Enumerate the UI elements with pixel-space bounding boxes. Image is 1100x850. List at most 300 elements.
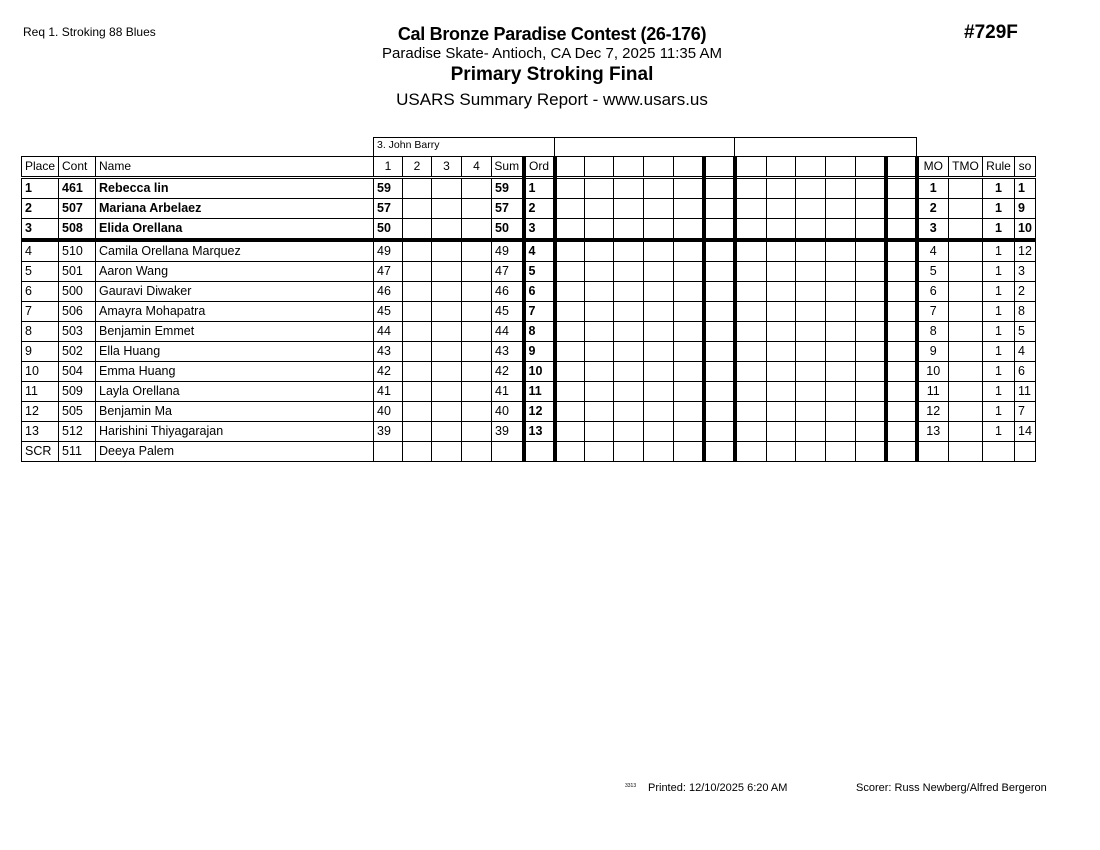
contest-title: Cal Bronze Paradise Contest (26-176)	[397, 24, 707, 44]
blank-cell	[555, 178, 585, 199]
blank-cell	[674, 422, 704, 442]
score-4-cell	[462, 402, 492, 422]
blank-cell	[555, 322, 585, 342]
score-3-cell	[432, 178, 462, 199]
cont-cell: 507	[59, 199, 96, 219]
score-4-cell	[462, 282, 492, 302]
blank-cell	[886, 402, 917, 422]
blank-cell	[886, 219, 917, 241]
score-1-cell: 39	[374, 422, 403, 442]
sum-cell: 57	[492, 199, 524, 219]
blank-cell	[767, 178, 796, 199]
blank-cell	[886, 282, 917, 302]
blank-cell	[644, 262, 674, 282]
ord-cell: 6	[524, 282, 555, 302]
so-cell: 5	[1015, 322, 1036, 342]
blank-cell	[614, 382, 644, 402]
place-cell: 13	[22, 422, 59, 442]
blank-cell	[614, 362, 644, 382]
blank-cell	[735, 199, 767, 219]
blank-cell	[614, 402, 644, 422]
sum-cell: 45	[492, 302, 524, 322]
ord-cell: 3	[524, 219, 555, 241]
col-tmo: TMO	[949, 157, 983, 178]
blank-cell	[614, 342, 644, 362]
results-table	[21, 137, 1036, 462]
ord-cell: 12	[524, 402, 555, 422]
score-4-cell	[462, 199, 492, 219]
blank-cell	[735, 282, 767, 302]
blank-cell	[767, 402, 796, 422]
blank-cell	[826, 362, 856, 382]
score-3-cell	[432, 442, 462, 462]
blank-cell	[644, 402, 674, 422]
blank-cell	[555, 342, 585, 362]
table-row	[22, 199, 1036, 219]
col-score-4: 4	[462, 157, 492, 178]
so-cell: 3	[1015, 262, 1036, 282]
judge-1-name: 3. John Barry	[374, 138, 555, 157]
blank-cell	[585, 382, 614, 402]
rule-cell: 1	[983, 342, 1015, 362]
score-1-cell: 42	[374, 362, 403, 382]
so-cell: 10	[1015, 219, 1036, 241]
blank-cell	[796, 219, 826, 241]
blank-cell	[585, 282, 614, 302]
table-row	[22, 322, 1036, 342]
blank-cell	[886, 342, 917, 362]
blank-cell	[886, 362, 917, 382]
cont-cell: 512	[59, 422, 96, 442]
table-row	[22, 302, 1036, 322]
blank-cell	[585, 362, 614, 382]
cont-cell: 505	[59, 402, 96, 422]
blank-cell	[585, 178, 614, 199]
blank-cell	[555, 262, 585, 282]
score-1-cell: 40	[374, 402, 403, 422]
blank-cell	[735, 219, 767, 241]
footer-code: 3313	[625, 783, 637, 789]
blank-cell	[826, 402, 856, 422]
sum-cell: 40	[492, 402, 524, 422]
blank-cell	[856, 262, 886, 282]
blank-cell	[735, 342, 767, 362]
score-3-cell	[432, 322, 462, 342]
tmo-cell	[949, 322, 983, 342]
blank-cell	[735, 362, 767, 382]
col-score-1: 1	[374, 157, 403, 178]
rule-cell: 1	[983, 422, 1015, 442]
score-4-cell	[462, 219, 492, 241]
blank-cell	[704, 282, 735, 302]
so-cell: 9	[1015, 199, 1036, 219]
scorer-label: Scorer: Russ Newberg/Alfred Bergeron	[856, 782, 1047, 794]
blank-cell	[704, 178, 735, 199]
mo-cell: 1	[917, 178, 949, 199]
blank-cell	[826, 302, 856, 322]
blank-cell	[767, 322, 796, 342]
blank-cell	[826, 382, 856, 402]
sum-cell: 47	[492, 262, 524, 282]
cont-cell: 508	[59, 219, 96, 241]
place-cell: 8	[22, 322, 59, 342]
so-cell: 8	[1015, 302, 1036, 322]
place-cell: 11	[22, 382, 59, 402]
blank-cell	[644, 442, 674, 462]
blank-cell	[644, 240, 674, 262]
blank-cell	[614, 240, 644, 262]
blank-cell	[555, 302, 585, 322]
venue-datetime: Paradise Skate- Antioch, CA Dec 7, 2025 11:35 AM	[382, 45, 722, 62]
blank-cell	[886, 302, 917, 322]
score-2-cell	[403, 422, 432, 442]
blank-cell	[614, 422, 644, 442]
so-cell: 7	[1015, 402, 1036, 422]
judge-3-name	[735, 138, 917, 157]
blank-cell	[796, 240, 826, 262]
table-row	[22, 422, 1036, 442]
sum-cell: 46	[492, 282, 524, 302]
score-2-cell	[403, 199, 432, 219]
request-label: Req 1. Stroking 88 Blues	[23, 25, 156, 39]
mo-cell: 2	[917, 199, 949, 219]
blank-cell	[826, 262, 856, 282]
blank-cell	[735, 240, 767, 262]
ord-cell: 10	[524, 362, 555, 382]
so-cell: 6	[1015, 362, 1036, 382]
event-number: #729F	[964, 22, 1018, 43]
place-cell: SCR	[22, 442, 59, 462]
blank-cell	[614, 322, 644, 342]
blank-cell	[555, 240, 585, 262]
cont-cell: 503	[59, 322, 96, 342]
blank-cell	[767, 240, 796, 262]
blank-cell	[555, 362, 585, 382]
so-cell: 12	[1015, 240, 1036, 262]
score-4-cell	[462, 442, 492, 462]
blank-cell	[704, 240, 735, 262]
blank-cell	[767, 282, 796, 302]
blank-cell	[735, 442, 767, 462]
blank-cell	[886, 199, 917, 219]
blank-cell	[614, 442, 644, 462]
blank-cell	[767, 422, 796, 442]
blank-cell	[704, 362, 735, 382]
blank-cell	[674, 322, 704, 342]
blank-cell	[704, 199, 735, 219]
cont-cell: 500	[59, 282, 96, 302]
mo-cell: 7	[917, 302, 949, 322]
table-row	[22, 442, 1036, 462]
col-ord: Ord	[524, 157, 555, 178]
rule-cell: 1	[983, 282, 1015, 302]
place-cell: 6	[22, 282, 59, 302]
ord-cell: 13	[524, 422, 555, 442]
col-score-2: 2	[403, 157, 432, 178]
tmo-cell	[949, 402, 983, 422]
score-2-cell	[403, 178, 432, 199]
blank-cell	[674, 362, 704, 382]
name-cell: Emma Huang	[96, 362, 374, 382]
blank-cell	[704, 219, 735, 241]
blank-cell	[644, 302, 674, 322]
blank-cell	[585, 342, 614, 362]
blank-cell	[585, 262, 614, 282]
blank-cell	[767, 302, 796, 322]
report-title: USARS Summary Report - www.usars.us	[396, 90, 708, 109]
blank-cell	[826, 342, 856, 362]
score-2-cell	[403, 442, 432, 462]
blank-cell	[886, 442, 917, 462]
score-4-cell	[462, 302, 492, 322]
blank-cell	[826, 322, 856, 342]
blank-cell	[886, 240, 917, 262]
blank-cell	[796, 382, 826, 402]
blank-cell	[674, 262, 704, 282]
blank-cell	[704, 322, 735, 342]
blank-cell	[644, 219, 674, 241]
blank-cell	[796, 342, 826, 362]
place-cell: 2	[22, 199, 59, 219]
rule-cell: 1	[983, 402, 1015, 422]
blank-cell	[644, 362, 674, 382]
rule-cell: 1	[983, 262, 1015, 282]
blank-cell	[767, 219, 796, 241]
place-cell: 4	[22, 240, 59, 262]
blank-cell	[585, 302, 614, 322]
tmo-cell	[949, 282, 983, 302]
blank-cell	[826, 442, 856, 462]
so-cell: 4	[1015, 342, 1036, 362]
blank-cell	[674, 342, 704, 362]
ord-cell: 9	[524, 342, 555, 362]
col-cont: Cont	[59, 157, 96, 178]
name-cell: Camila Orellana Marquez	[96, 240, 374, 262]
blank-cell	[886, 178, 917, 199]
table-row	[22, 342, 1036, 362]
blank-cell	[614, 302, 644, 322]
ord-cell: 5	[524, 262, 555, 282]
name-cell: Aaron Wang	[96, 262, 374, 282]
col-so: so	[1015, 157, 1036, 178]
blank-cell	[735, 422, 767, 442]
tmo-cell	[949, 199, 983, 219]
score-2-cell	[403, 362, 432, 382]
printed-timestamp: Printed: 12/10/2025 6:20 AM	[648, 782, 788, 794]
blank-cell	[735, 322, 767, 342]
score-3-cell	[432, 262, 462, 282]
name-cell: Benjamin Ma	[96, 402, 374, 422]
blank-cell	[735, 262, 767, 282]
tmo-cell	[949, 240, 983, 262]
judge-2-name	[555, 138, 735, 157]
blank-cell	[644, 178, 674, 199]
blank-cell	[644, 422, 674, 442]
score-1-cell: 46	[374, 282, 403, 302]
sum-cell: 59	[492, 178, 524, 199]
score-2-cell	[403, 342, 432, 362]
rule-cell	[983, 442, 1015, 462]
blank-cell	[555, 199, 585, 219]
blank-cell	[856, 322, 886, 342]
score-2-cell	[403, 262, 432, 282]
blank-cell	[555, 442, 585, 462]
blank-cell	[796, 362, 826, 382]
tmo-cell	[949, 219, 983, 241]
blank-cell	[886, 382, 917, 402]
score-2-cell	[403, 219, 432, 241]
sum-cell: 39	[492, 422, 524, 442]
blank-cell	[796, 282, 826, 302]
blank-cell	[704, 422, 735, 442]
score-2-cell	[403, 240, 432, 262]
blank-cell	[856, 422, 886, 442]
blank-cell	[767, 382, 796, 402]
blank-cell	[704, 442, 735, 462]
score-4-cell	[462, 382, 492, 402]
blank-cell	[674, 282, 704, 302]
ord-cell	[524, 442, 555, 462]
blank-cell	[856, 442, 886, 462]
cont-cell: 504	[59, 362, 96, 382]
blank-cell	[856, 219, 886, 241]
tmo-cell	[949, 342, 983, 362]
ord-cell: 8	[524, 322, 555, 342]
blank-cell	[555, 219, 585, 241]
blank-cell	[704, 262, 735, 282]
blank-cell	[856, 282, 886, 302]
ord-cell: 7	[524, 302, 555, 322]
blank-cell	[826, 199, 856, 219]
blank-cell	[644, 199, 674, 219]
blank-cell	[856, 302, 886, 322]
blank-cell	[886, 262, 917, 282]
score-1-cell: 57	[374, 199, 403, 219]
sum-cell	[492, 442, 524, 462]
blank-cell	[826, 422, 856, 442]
tmo-cell	[949, 442, 983, 462]
blank-cell	[674, 219, 704, 241]
score-3-cell	[432, 302, 462, 322]
sum-cell: 49	[492, 240, 524, 262]
score-1-cell	[374, 442, 403, 462]
blank-cell	[704, 302, 735, 322]
table-row	[22, 178, 1036, 199]
blank-cell	[585, 422, 614, 442]
sum-cell: 43	[492, 342, 524, 362]
blank-cell	[614, 282, 644, 302]
so-cell: 11	[1015, 382, 1036, 402]
score-1-cell: 50	[374, 219, 403, 241]
cont-cell: 506	[59, 302, 96, 322]
mo-cell: 13	[917, 422, 949, 442]
rule-cell: 1	[983, 240, 1015, 262]
blank-cell	[796, 199, 826, 219]
cont-cell: 510	[59, 240, 96, 262]
blank-cell	[886, 422, 917, 442]
blank-cell	[585, 219, 614, 241]
score-1-cell: 41	[374, 382, 403, 402]
blank-cell	[826, 219, 856, 241]
name-cell: Harishini Thiyagarajan	[96, 422, 374, 442]
blank-cell	[856, 342, 886, 362]
sum-cell: 41	[492, 382, 524, 402]
score-3-cell	[432, 422, 462, 442]
blank-cell	[735, 382, 767, 402]
blank-cell	[644, 382, 674, 402]
blank-cell	[674, 199, 704, 219]
blank-cell	[796, 442, 826, 462]
blank-cell	[826, 240, 856, 262]
cont-cell: 461	[59, 178, 96, 199]
tmo-cell	[949, 362, 983, 382]
tmo-cell	[949, 422, 983, 442]
score-1-cell: 59	[374, 178, 403, 199]
sum-cell: 50	[492, 219, 524, 241]
so-cell: 1	[1015, 178, 1036, 199]
sum-cell: 44	[492, 322, 524, 342]
name-cell: Rebecca lin	[96, 178, 374, 199]
blank-cell	[704, 342, 735, 362]
blank-cell	[767, 342, 796, 362]
table-row	[22, 262, 1036, 282]
place-cell: 12	[22, 402, 59, 422]
blank-cell	[856, 382, 886, 402]
score-4-cell	[462, 342, 492, 362]
blank-cell	[614, 262, 644, 282]
table-row	[22, 282, 1036, 302]
score-4-cell	[462, 240, 492, 262]
cont-cell: 501	[59, 262, 96, 282]
score-2-cell	[403, 302, 432, 322]
rule-cell: 1	[983, 362, 1015, 382]
col-name: Name	[96, 157, 374, 178]
blank-cell	[674, 402, 704, 422]
blank-cell	[767, 442, 796, 462]
mo-cell: 8	[917, 322, 949, 342]
rule-cell: 1	[983, 302, 1015, 322]
event-title: Primary Stroking Final	[450, 64, 654, 85]
score-3-cell	[432, 240, 462, 262]
score-3-cell	[432, 199, 462, 219]
blank-cell	[614, 178, 644, 199]
ord-cell: 2	[524, 199, 555, 219]
col-score-3: 3	[432, 157, 462, 178]
rule-cell: 1	[983, 178, 1015, 199]
table-row	[22, 219, 1036, 241]
blank-cell	[796, 422, 826, 442]
place-cell: 1	[22, 178, 59, 199]
table-row	[22, 240, 1036, 262]
rule-cell: 1	[983, 382, 1015, 402]
score-4-cell	[462, 262, 492, 282]
blank-cell	[856, 199, 886, 219]
mo-cell: 6	[917, 282, 949, 302]
mo-cell: 5	[917, 262, 949, 282]
tmo-cell	[949, 262, 983, 282]
score-4-cell	[462, 362, 492, 382]
rule-cell: 1	[983, 322, 1015, 342]
mo-cell: 10	[917, 362, 949, 382]
score-4-cell	[462, 178, 492, 199]
blank-cell	[674, 302, 704, 322]
ord-cell: 4	[524, 240, 555, 262]
name-cell: Amayra Mohapatra	[96, 302, 374, 322]
blank-cell	[585, 322, 614, 342]
blank-cell	[735, 302, 767, 322]
blank-cell	[555, 382, 585, 402]
name-cell: Gauravi Diwaker	[96, 282, 374, 302]
